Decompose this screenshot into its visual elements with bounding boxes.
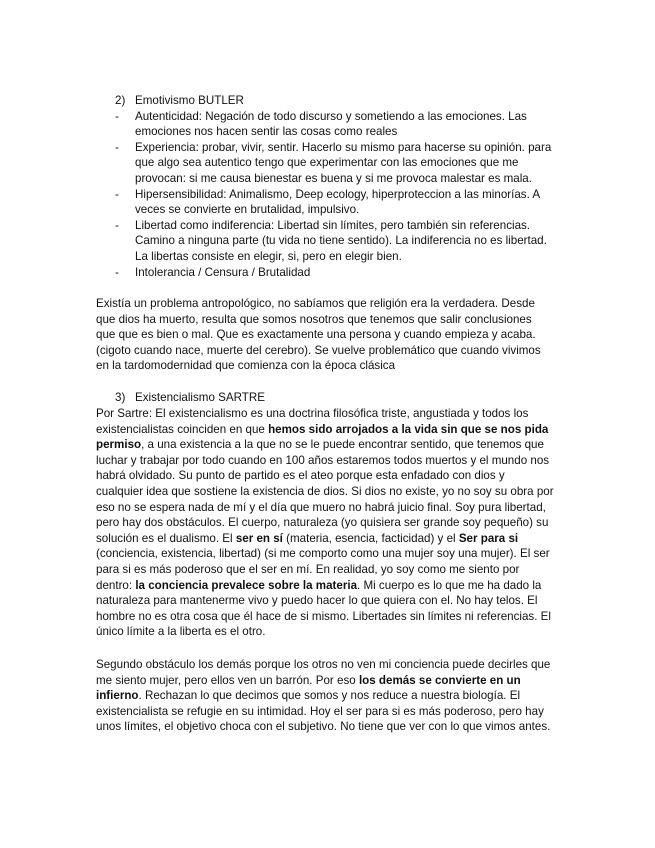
text-run: Segundo obstáculo los demás porque los otros no ven mi conciencia puede decirles que <box>96 658 551 671</box>
text-run: , a una existencia a la que no se le puede encontrar sentido, que tenemos que <box>141 438 544 452</box>
text-run: Experiencia: probar, vivir, sentir. Hacerlo su mismo para hacerse su opinión. para <box>135 140 552 154</box>
paragraph2-line <box>96 562 519 578</box>
paragraph2-line <box>96 593 537 609</box>
paragraph1-line <box>96 312 532 328</box>
text-run: eso no se espera nada de mí y el día que muero no habrá juicio final. Soy pura libertad, <box>96 500 546 514</box>
paragraph2-line <box>96 437 544 453</box>
bullet-line <box>135 249 402 265</box>
paragraph1-line <box>96 343 541 359</box>
bullet-dash: - <box>115 265 119 279</box>
bold-text: ser en sí <box>235 531 283 545</box>
paragraph1-line <box>96 296 535 312</box>
bullet-line <box>135 202 359 218</box>
text-run: emociones nos hacen sentir las cosas como reales <box>135 125 398 139</box>
text-run: . Rechazan lo que decimos que somos y nos reduce a nuestra biología. El <box>138 689 521 703</box>
bullet-dash: - <box>115 140 119 154</box>
paragraph3-line <box>96 673 521 689</box>
bullet-line <box>115 265 310 281</box>
text-run: que que es bien o mal. Que es exactamente una persona y cuando empieza y acaba. <box>96 328 536 342</box>
text-run: (conciencia, existencia, libertad) (si me comporto como una mujer soy una mujer). El ser <box>96 547 550 561</box>
paragraph2-line <box>96 578 541 594</box>
paragraph2-line <box>96 484 554 500</box>
section-number: 3) <box>115 391 126 404</box>
bullet-line <box>135 171 532 187</box>
text-run: dentro: <box>96 578 136 592</box>
text-run: hombre no es otra cosa que él hace de si mismo. Libertades sin límites ni referencias. El <box>96 609 551 623</box>
bold-text: Ser para si <box>458 531 519 545</box>
bullet-line <box>135 124 397 140</box>
text-run: luchar y trabajar por todo cuando en 100 años estaremos todos muertos y el mundo nos <box>96 453 550 467</box>
section2-heading <box>115 93 244 109</box>
paragraph3-line <box>96 688 520 704</box>
bullet-line <box>115 109 527 125</box>
text-run: en la tardomodernidad que comienza con la época clásica <box>96 359 396 373</box>
text-run: Existía un problema antropológico, no sabíamos que religión era la verdadera. Desde <box>96 297 535 310</box>
section-title: Emotivismo BUTLER <box>135 94 244 107</box>
paragraph2-line <box>96 624 265 640</box>
text-run: cualquier idea que sostiene la existencia de dios. Si dios no existe, yo no soy su obra por <box>96 485 554 498</box>
text-run: unos límites, el objetivo choca con el subjetivo. No tiene que ver con lo que vimos antes. <box>96 720 551 734</box>
text-run: provocan: si me causa bienestar es buena y si me provoca malestar es mala. <box>135 172 532 185</box>
text-run: habrá olvidado. Su punto de partido es el ateo porque esta enfadado con dios y <box>96 469 505 483</box>
bold-text: hemos sido arrojados a la vida sin que se nos pida <box>268 422 549 436</box>
bullet-dash: - <box>115 218 119 232</box>
bullet-dash: - <box>115 187 119 201</box>
bold-text: la conciencia prevalece sobre la materia <box>135 578 358 592</box>
text-run: pero hay dos obstáculos. El cuerpo, naturaleza (yo quisiera ser grande soy pequeño) su <box>96 516 549 530</box>
paragraph2-line <box>96 500 546 516</box>
bold-text: infierno <box>96 689 139 703</box>
text-run: (cigoto cuando nace, muerte del cerebro). Se vuelve problemático que cuando vivimos <box>96 343 541 357</box>
text-run: Intolerancia / Censura / Brutalidad <box>135 265 311 279</box>
text-run: (materia, esencia, facticidad) y el <box>282 531 459 545</box>
paragraph2-line <box>96 468 505 484</box>
paragraph2-line <box>96 406 528 422</box>
paragraph2-line <box>96 531 518 547</box>
bullet-line <box>135 155 519 171</box>
text-run: Autenticidad: Negación de todo discurso y sometiendo a las emociones. Las <box>135 109 527 123</box>
paragraph1-line <box>96 358 395 374</box>
paragraph3-line <box>96 719 550 735</box>
bullet-dash: - <box>115 109 119 123</box>
paragraph2-line <box>96 515 548 531</box>
text-run: Hipersensibilidad: Animalismo, Deep ecology, hiperproteccion a las minorías. A <box>135 187 541 201</box>
text-run: Camino a ninguna parte (tu vida no tiene sentido). La indiferencia no es libertad. <box>135 234 547 248</box>
text-run: La libertas consiste en elegir, si, pero en elegir bien. <box>135 250 402 263</box>
bullet-line <box>115 187 540 203</box>
text-run: existencialista se refugie en su intimidad. Hoy el ser para si es más poderoso, pero hay <box>96 704 544 718</box>
bullet-line <box>135 233 547 249</box>
bullet-line <box>115 218 530 234</box>
paragraph2-line <box>96 453 549 469</box>
paragraph3-line <box>96 704 544 720</box>
text-run: . Mi cuerpo es lo que me ha dado la <box>357 578 542 592</box>
text-run: veces se convierte en brutalidad, impulsivo. <box>135 203 360 217</box>
paragraph1-line <box>96 327 536 343</box>
bold-text: permiso <box>96 438 142 452</box>
text-run: Por Sartre: El existencialismo es una doctrina filosófica triste, angustiada y todos los <box>96 407 529 420</box>
bullet-line <box>115 140 551 156</box>
text-run: naturaleza para mantenerme vivo y puedo hacer lo que quiera con el. No hay telos. El <box>96 594 538 608</box>
text-run: existencialistas coinciden en que <box>96 422 269 436</box>
paragraph2-line <box>96 546 550 562</box>
text-run: único límite a la liberta es el otro. <box>96 625 266 639</box>
text-run: Libertad como indiferencia: Libertad sin límites, pero también sin referencias. <box>135 218 531 232</box>
text-run: para si es más poderoso que el ser en mí. En realidad, yo soy como me siento por <box>96 563 520 576</box>
section3-heading <box>115 390 265 406</box>
text-run: solución es el dualismo. El <box>96 531 236 545</box>
paragraph3-line <box>96 657 550 673</box>
text-run: que dios ha muerto, resulta que somos nosotros que tenemos que salir conclusiones <box>96 312 532 326</box>
bold-text: los demás se convierte en un <box>358 673 521 687</box>
text-run: me siento mujer, pero ellos ven un barrón. Por eso <box>96 673 359 687</box>
text-run: que algo sea autentico tengo que experimentar con las emociones que me <box>135 156 519 170</box>
paragraph2-line <box>96 609 551 625</box>
section-number: 2) <box>115 94 126 107</box>
section-title: Existencialismo SARTRE <box>135 391 265 404</box>
paragraph2-line <box>96 422 548 438</box>
